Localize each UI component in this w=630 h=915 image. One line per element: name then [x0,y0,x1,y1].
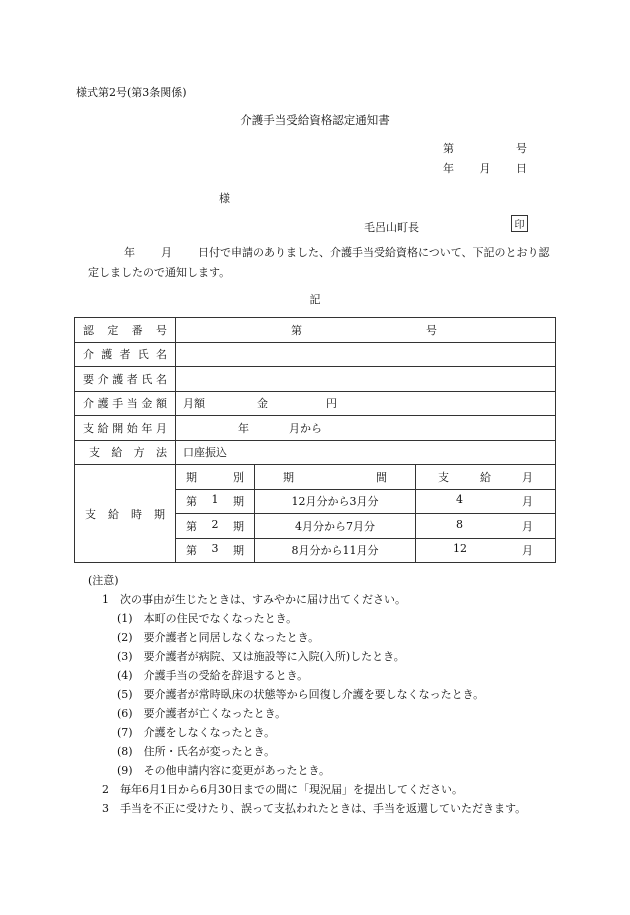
schedule-month: 4 月 [416,489,556,514]
note-sub-item: (1) 本町の住民でなくなったとき。 [117,612,298,625]
schedule-header [416,465,556,490]
label-cell [75,440,176,465]
value-cell [176,367,556,392]
label-kaishi-nengetsu: 支 給 開 始 年 月 [83,421,167,435]
note-sub-item: (8) 住所・氏名が変ったとき。 [117,745,276,758]
value-kin: 金 [257,397,268,411]
number-dai: 第 [443,142,454,155]
label-teate-kingaku: 介 護 手 当 金 額 [83,397,167,411]
body-year: 年 [124,246,135,259]
label-shikyu-hoho: 支 給 方 法 [89,446,167,460]
date-day: 日 [516,162,527,175]
table-row [75,318,556,343]
note-sub-item: (3) 要介護者が病院、又は施設等に入院(入所)したとき。 [117,650,405,663]
value-dai: 第 [291,323,302,337]
note-sub-item: (7) 介護をしなくなったとき。 [117,726,276,739]
notification-body [88,243,558,283]
header-kyu: 給 [480,470,491,484]
note-item-1: 1 次の事由が生じたときは、すみやかに届け出てください。 [102,593,406,606]
value-cell [176,318,556,343]
body-month: 月 [161,246,172,259]
header-ki2: 期 [283,470,294,484]
label-cell [75,342,176,367]
value-nen: 年 [238,421,249,435]
label-nintei-bango: 認 定 番 号 [83,323,167,337]
recipient-honorific: 様 [219,192,230,205]
schedule-period: 4月分から7月分 [255,514,416,539]
label-cell [75,465,176,563]
note-sub-item: (2) 要介護者と同居しなくなったとき。 [117,631,320,644]
note-item-2: 2 毎年6月1日から6月30日までの間に「現況届」を提出してください。 [102,783,463,796]
note-sub-item: (6) 要介護者が亡くなったとき。 [117,707,287,720]
schedule-period: 8月分から11月分 [255,538,416,563]
form-number: 様式第2号(第3条関係) [76,86,187,99]
schedule-header [255,465,416,490]
document-date-line [443,160,527,176]
label-cell [75,367,176,392]
body-text: 日付で申請のありました、介護手当受給資格について、下記のとおり認定しましたので通知します。 [88,246,550,279]
header-betsu: 別 [233,470,244,484]
note-sub-item: (9) その他申請内容に変更があったとき。 [117,764,331,777]
issuer-name: 毛呂山町長 [364,221,419,234]
label-cell [75,416,176,441]
schedule-term: 第 1 期 [176,489,255,514]
label-kaigosha: 介 護 者 氏 名 [83,348,167,362]
schedule-header [176,465,255,490]
document-title: 介護手当受給資格認定通知書 [240,113,390,127]
table-row [75,440,556,465]
value-getsugaku: 月額 [183,397,205,411]
value-en: 円 [326,397,337,411]
label-yokaigosha: 要 介 護 者 氏 名 [83,372,167,386]
schedule-term: 第 3 期 [176,538,255,563]
notes-heading: (注意) [88,574,119,587]
value-cell [176,391,556,416]
label-cell [75,318,176,343]
label-cell [75,391,176,416]
note-sub-item: (5) 要介護者が常時臥床の状態等から回復し介護を要しなくなったとき。 [117,688,485,701]
certification-table [74,317,556,563]
seal-stamp: 印 [511,215,528,232]
number-go: 号 [516,142,527,155]
value-cell [176,416,556,441]
schedule-period: 12月分から3月分 [255,489,416,514]
note-sub-item: (4) 介護手当の受給を辞退するとき。 [117,669,309,682]
date-year: 年 [443,162,454,175]
header-ki: 期 [186,470,197,484]
table-row [75,342,556,367]
value-cell: 口座振込 [176,440,556,465]
header-shi: 支 [438,470,449,484]
header-tsuki: 月 [522,470,533,484]
value-cell [176,342,556,367]
schedule-term: 第 2 期 [176,514,255,539]
value-go: 号 [426,323,437,337]
table-row [75,416,556,441]
document-number-line [443,140,527,156]
schedule-month: 12 月 [416,538,556,563]
schedule-month: 8 月 [416,514,556,539]
header-kan: 間 [376,470,387,484]
label-shikyu-jiki: 支 給 時 期 [85,507,165,521]
note-item-3: 3 手当を不正に受けたり、誤って支払われたときは、手当を返還していただきます。 [102,802,527,815]
date-month: 月 [479,162,491,175]
table-row [75,367,556,392]
value-tsuki-kara: 月から [289,421,322,435]
ki-heading: 記 [309,293,321,306]
table-row [75,465,556,490]
table-row [75,391,556,416]
